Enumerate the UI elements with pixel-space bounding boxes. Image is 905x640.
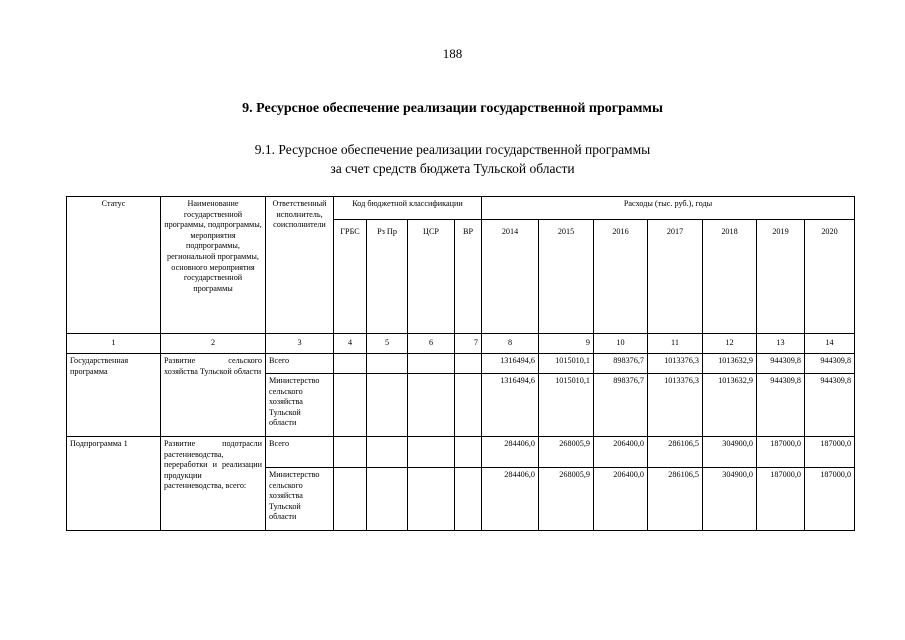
empty-cell (408, 354, 455, 374)
section-title: 9. Ресурсное обеспечение реализации государственной программы (242, 101, 663, 116)
expense-value: 1013632,9 (703, 354, 757, 374)
column-number: 3 (266, 334, 334, 354)
expense-value: 284406,0 (482, 437, 539, 468)
header-budget-code: Код бюджетной классификации (334, 197, 482, 220)
column-number: 9 (539, 334, 594, 354)
column-number: 7 (455, 334, 482, 354)
empty-cell (455, 468, 482, 531)
empty-cell (367, 468, 408, 531)
header-status: Статус (67, 197, 161, 334)
header-csr: ЦСР (408, 220, 455, 334)
expense-value: 304900,0 (703, 468, 757, 531)
column-number: 14 (805, 334, 855, 354)
header-vr: ВР (455, 220, 482, 334)
empty-cell (367, 437, 408, 468)
expense-value: 206400,0 (594, 437, 648, 468)
column-number: 5 (367, 334, 408, 354)
header-year: 2018 (703, 220, 757, 334)
expense-value: 268005,9 (539, 468, 594, 531)
expense-value: 1015010,1 (539, 374, 594, 437)
expense-value: 187000,0 (757, 437, 805, 468)
expense-value: 898376,7 (594, 354, 648, 374)
header-year: 2016 (594, 220, 648, 334)
expense-value: 944309,8 (757, 374, 805, 437)
header-expenses: Расходы (тыс. руб.), годы (482, 197, 855, 220)
table-row (67, 354, 855, 374)
expense-value: 187000,0 (805, 437, 855, 468)
row-status: Государственная программа (67, 354, 161, 437)
empty-cell (455, 354, 482, 374)
empty-cell (408, 437, 455, 468)
row-responsible: Всего (266, 437, 334, 468)
empty-cell (367, 354, 408, 374)
header-grbs: ГРБС (334, 220, 367, 334)
empty-cell (367, 374, 408, 437)
row-status: Подпрограмма 1 (67, 437, 161, 531)
expense-value: 898376,7 (594, 374, 648, 437)
row-name: Развитие подотрасли растениеводства, переработки и реализации продукции растениеводства, всего: (161, 437, 266, 531)
row-responsible: Всего (266, 354, 334, 374)
resource-table (66, 196, 855, 531)
expense-value: 1316494,6 (482, 374, 539, 437)
column-number: 6 (408, 334, 455, 354)
table-row (67, 437, 855, 468)
column-number: 8 (482, 334, 539, 354)
expense-value: 304900,0 (703, 437, 757, 468)
subsection-title-line2: за счет средств бюджета Тульской области (330, 161, 575, 176)
expense-value: 286106,5 (648, 468, 703, 531)
header-responsible: Ответственный исполнитель, соисполнители (266, 197, 334, 334)
expense-value: 206400,0 (594, 468, 648, 531)
empty-cell (334, 354, 367, 374)
column-number: 2 (161, 334, 266, 354)
expense-value: 284406,0 (482, 468, 539, 531)
column-number: 13 (757, 334, 805, 354)
row-name: Развитие сельского хозяйства Тульской области (161, 354, 266, 437)
header-name: Наименование государственной программы, подпрограммы, мероприятия подпрограммы, региональной программы, основного мероприятия государственной программы (161, 197, 266, 334)
empty-cell (455, 374, 482, 437)
header-year: 2019 (757, 220, 805, 334)
row-responsible: Министерство сельского хозяйства Тульской области (266, 468, 334, 531)
empty-cell (455, 437, 482, 468)
header-rzpr: Рз Пр (367, 220, 408, 334)
expense-value: 944309,8 (805, 374, 855, 437)
row-responsible: Министерство сельского хозяйства Тульской области (266, 374, 334, 437)
expense-value: 1015010,1 (539, 354, 594, 374)
empty-cell (334, 468, 367, 531)
subsection-title (0, 140, 905, 178)
empty-cell (334, 374, 367, 437)
header-year: 2020 (805, 220, 855, 334)
column-number: 10 (594, 334, 648, 354)
header-year: 2015 (539, 220, 594, 334)
expense-value: 187000,0 (805, 468, 855, 531)
header-year: 2017 (648, 220, 703, 334)
expense-value: 286106,5 (648, 437, 703, 468)
expense-value: 1013376,3 (648, 354, 703, 374)
empty-cell (408, 468, 455, 531)
empty-cell (408, 374, 455, 437)
column-number: 4 (334, 334, 367, 354)
column-number: 11 (648, 334, 703, 354)
expense-value: 944309,8 (805, 354, 855, 374)
page-number: 188 (442, 46, 463, 61)
expense-value: 1013632,9 (703, 374, 757, 437)
column-number: 1 (67, 334, 161, 354)
header-year: 2014 (482, 220, 539, 334)
subsection-title-line1: 9.1. Ресурсное обеспечение реализации государственной программы (254, 142, 651, 157)
expense-value: 187000,0 (757, 468, 805, 531)
column-number: 12 (703, 334, 757, 354)
column-number-row (67, 334, 855, 354)
expense-value: 268005,9 (539, 437, 594, 468)
expense-value: 944309,8 (757, 354, 805, 374)
expense-value: 1316494,6 (482, 354, 539, 374)
empty-cell (334, 437, 367, 468)
expense-value: 1013376,3 (648, 374, 703, 437)
